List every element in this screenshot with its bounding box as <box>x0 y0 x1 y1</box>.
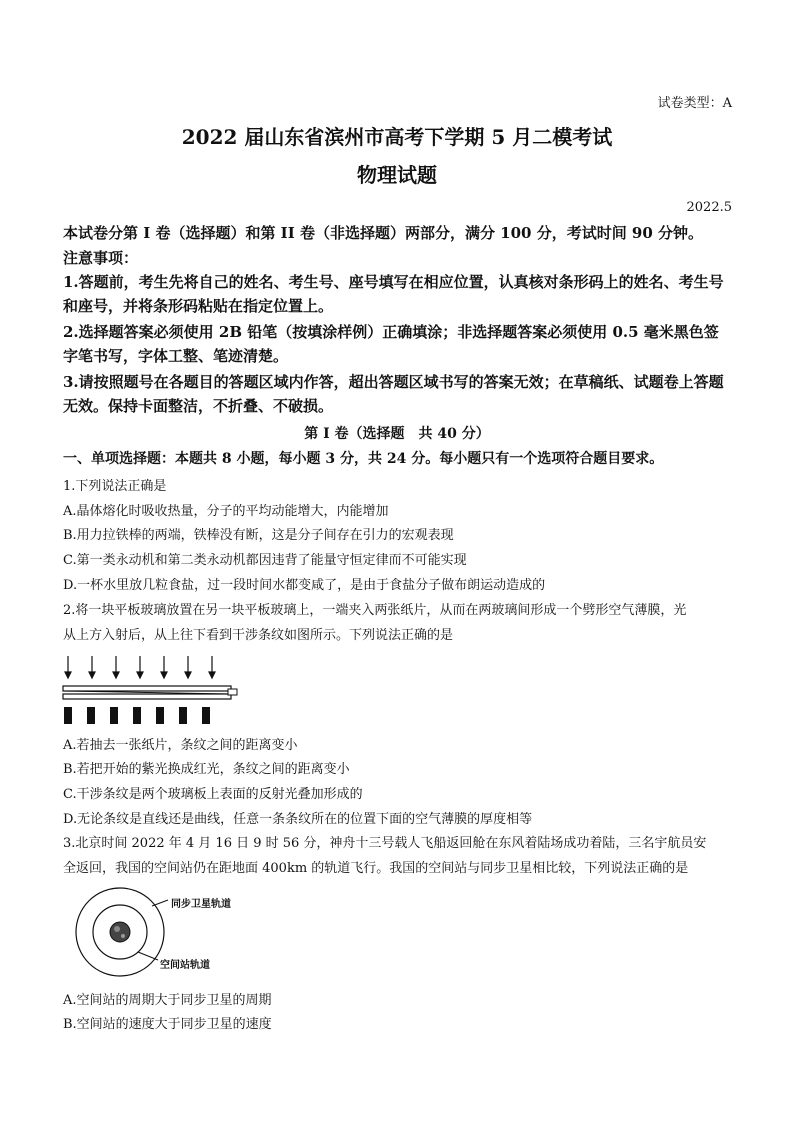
exam-date: 2022.5 <box>686 200 732 215</box>
exam-intro: 本试卷分第 I 卷（选择题）和第 II 卷（非选择题）两部分，满分 100 分，考试时间 90 分钟。 <box>63 224 704 242</box>
exam-subtitle: 物理试题 <box>357 163 437 187</box>
question-1-option: D.一杯水里放几粒食盐，过一段时间水都变咸了，是由于食盐分子做布朗运动造成的 <box>63 578 546 593</box>
question-1-option: B.用力拉铁棒的两端，铁棒没有断，这是分子间存在引力的宏观表现 <box>63 528 454 543</box>
notice-item: 1.答题前，考生先将自己的姓名、考生号、座号填写在相应位置，认真核对条形码上的姓名、考生号和座号，并将条形码粘贴在指定位置上。 <box>63 273 724 315</box>
question-1-option: A.晶体熔化时吸收热量，分子的平均动能增大，内能增加 <box>63 504 389 519</box>
section-title: 第 I 卷（选择题 共 40 分） <box>304 426 490 442</box>
question-1-option: C.第一类永动机和第二类永动机都因违背了能量守恒定律而不可能实现 <box>63 553 467 568</box>
interference-figure <box>60 650 240 725</box>
question-2-stem: 2.将一块平板玻璃放置在另一块平板玻璃上，一端夹入两张纸片，从而在两玻璃间形成一个劈形空气薄膜，光 <box>63 603 687 618</box>
part-heading: 一、单项选择题：本题共 8 小题，每小题 3 分，共 24 分。每小题只有一个选项符合题目要求。 <box>63 451 664 467</box>
notice-heading: 注意事项： <box>63 249 139 267</box>
question-2-option: C.干涉条纹是两个玻璃板上表面的反射光叠加形成的 <box>63 787 363 802</box>
question-2-option: A.若抽去一张纸片，条纹之间的距离变小 <box>63 738 298 753</box>
exam-title: 2022 届山东省滨州市高考下学期 5 月二模考试 <box>181 125 613 149</box>
question-3-stem: 全返回，我国的空间站仍在距地面 400km 的轨道飞行。我国的空间站与同步卫星相比较，下列说法正确的是 <box>63 861 689 876</box>
question-2-option: B.若把开始的紫光换成红光，条纹之间的距离变小 <box>63 762 350 777</box>
question-3-option: B.空间站的速度大于同步卫星的速度 <box>63 1017 272 1032</box>
exam-type: 试卷类型：A <box>657 96 732 111</box>
station-orbit-label: 空间站轨道 <box>160 960 210 971</box>
notice-item: 3.请按照题号在各题目的答题区域内作答，超出答题区域书写的答案无效；在草稿纸、试题卷上答题无效。保持卡面整洁，不折叠、不破损。 <box>63 373 724 415</box>
question-1-stem: 1.下列说法正确是 <box>63 479 167 494</box>
notice-item: 2.选择题答案必须使用 2B 铅笔（按填涂样例）正确填涂；非选择题答案必须使用 0.5 毫米黑色签字笔书写，字体工整、笔迹清楚。 <box>63 323 719 365</box>
question-2-stem: 从上方入射后，从上往下看到干涉条纹如图所示。下列说法正确的是 <box>63 628 454 643</box>
question-2-option: D.无论条纹是直线还是曲线，任意一条条纹所在的位置下面的空气薄膜的厚度相等 <box>63 812 533 827</box>
sync-orbit-label: 同步卫星轨道 <box>171 899 231 910</box>
question-3-stem: 3.北京时间 2022 年 4 月 16 日 9 时 56 分，神舟十三号载人飞船返回舱在东风着陆场成功着陆，三名宇航员安 <box>63 836 707 851</box>
question-3-option: A.空间站的周期大于同步卫星的周期 <box>63 993 272 1008</box>
